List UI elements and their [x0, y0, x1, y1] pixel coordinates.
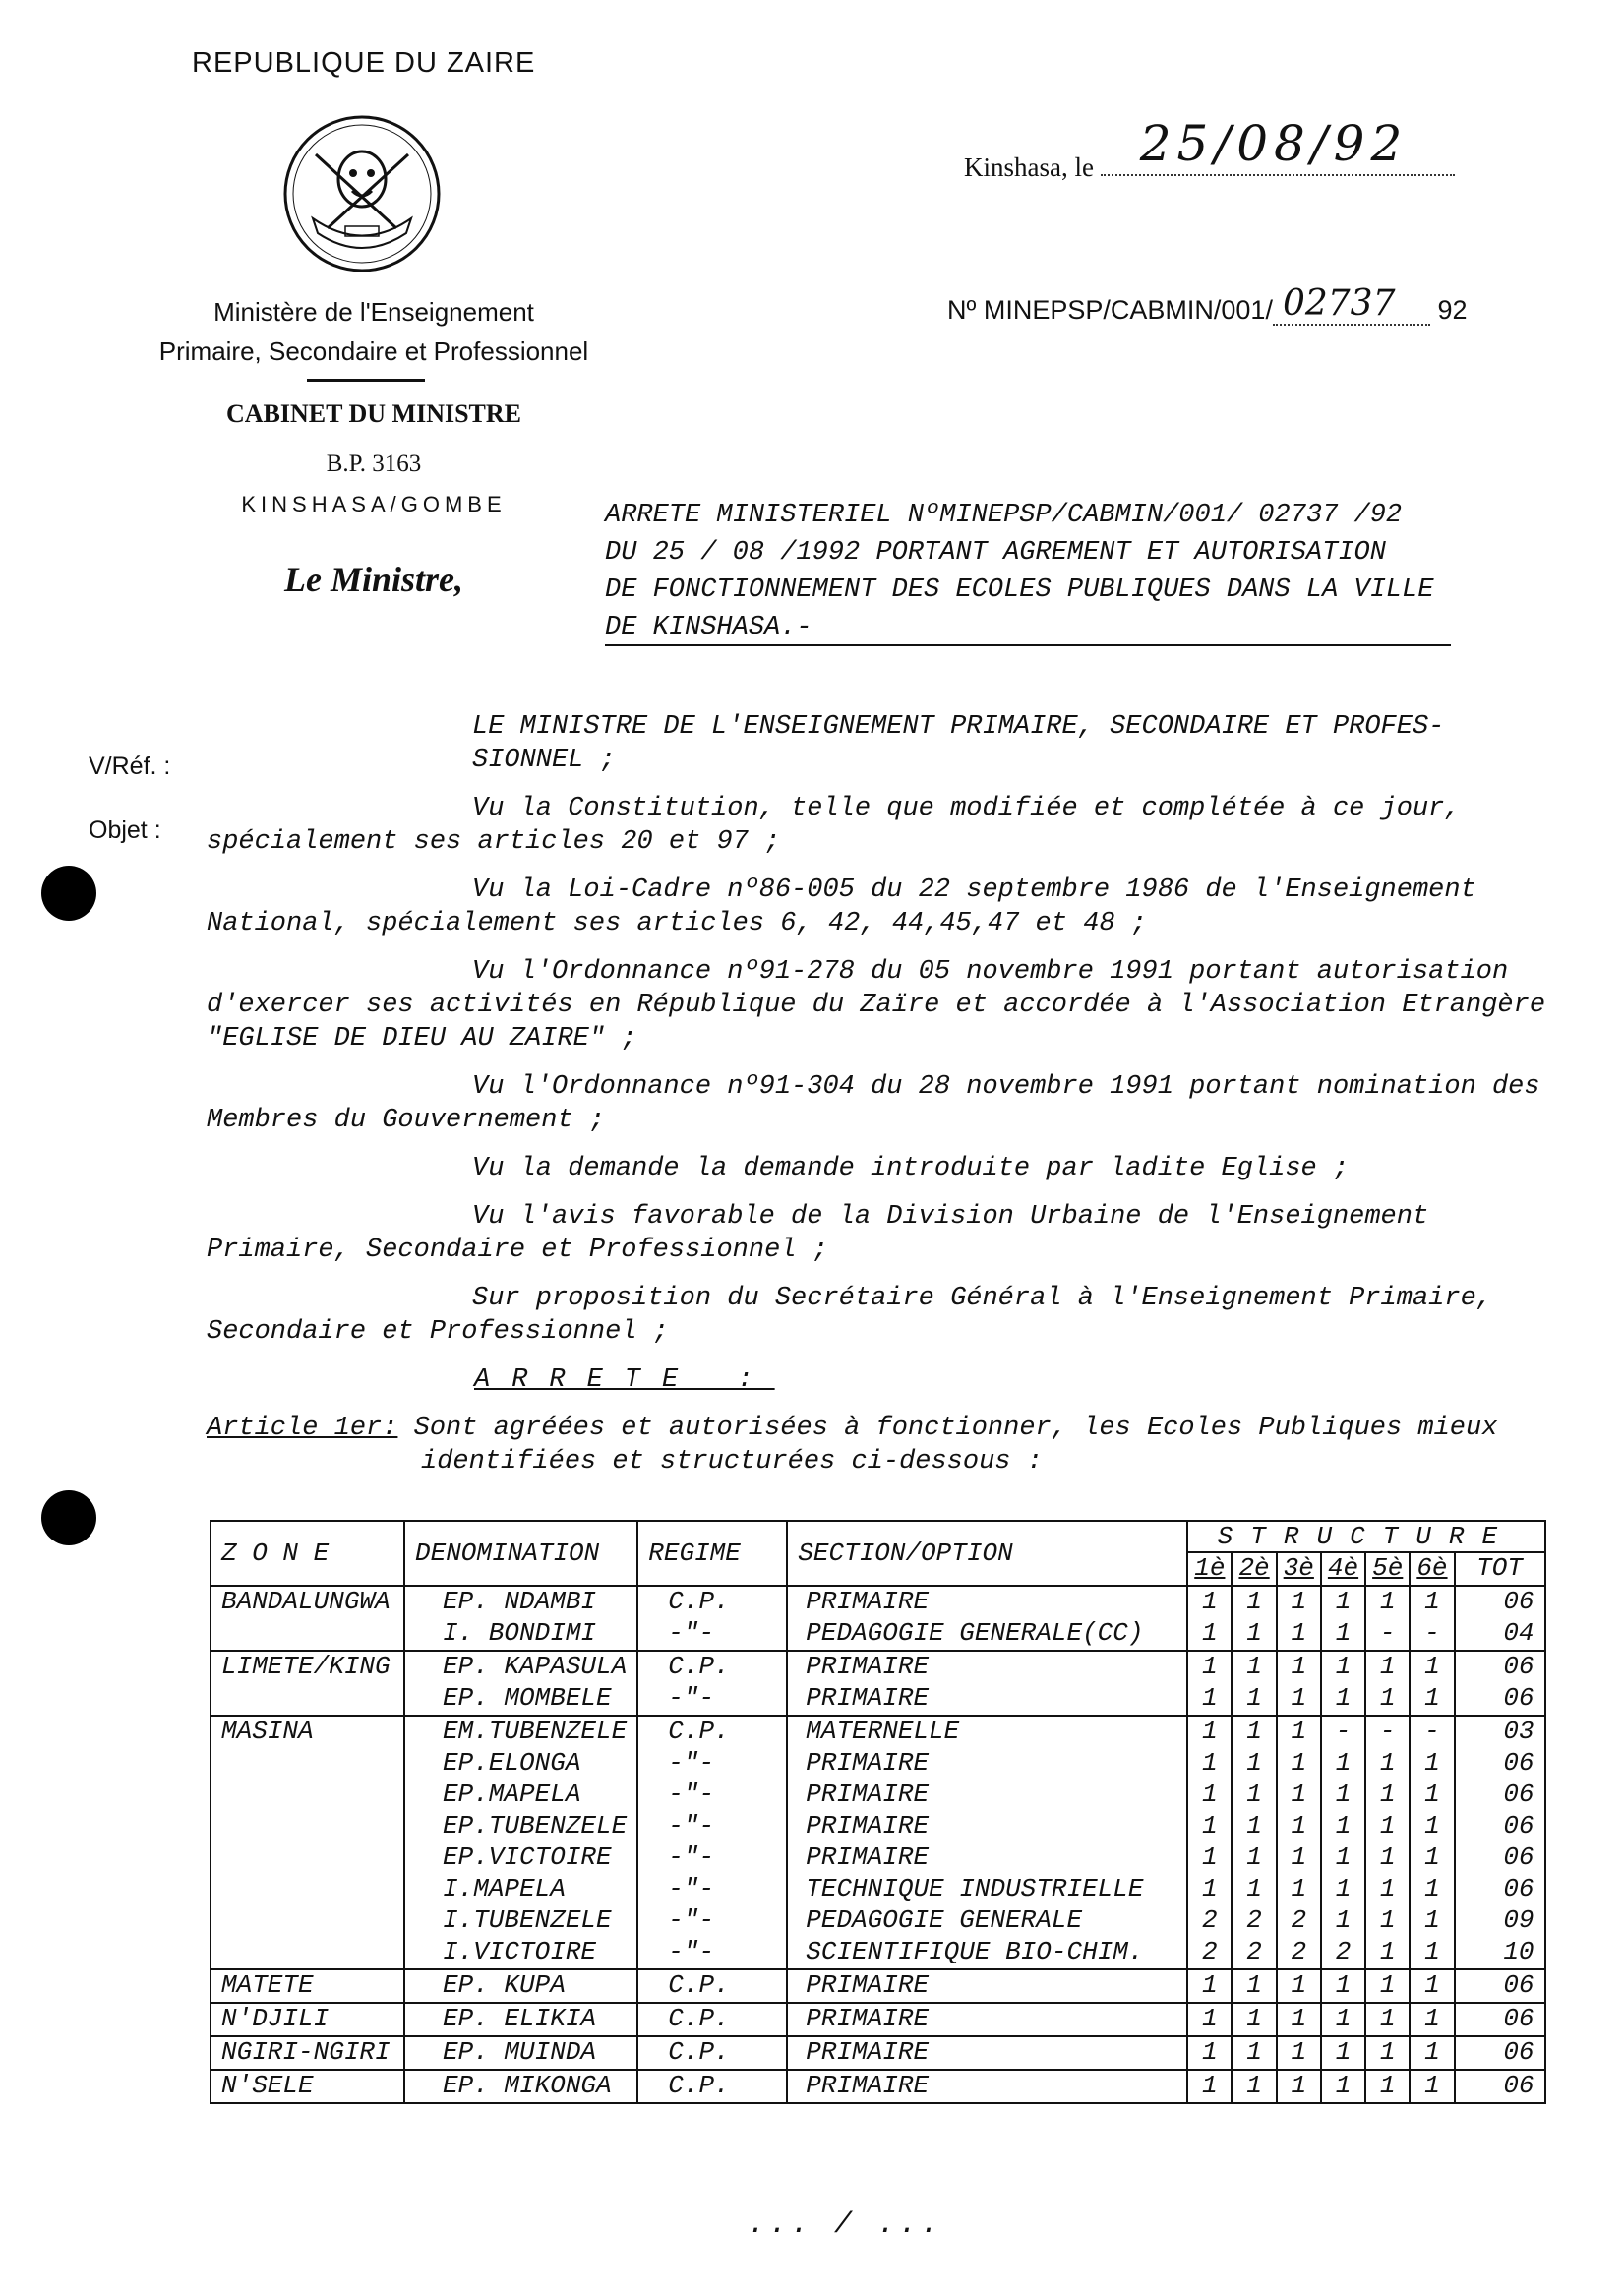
level-cell: 1: [1187, 2070, 1232, 2103]
total-cell: 06: [1455, 1780, 1545, 1811]
subject-label: Objet :: [89, 816, 161, 844]
level-cell: 1: [1321, 1618, 1365, 1651]
zone-cell: N'SELE: [211, 2070, 404, 2103]
header-section: SECTION/OPTION: [787, 1521, 1187, 1586]
minister-line: SIONNEL ;: [472, 746, 616, 775]
reference-number: [947, 283, 1468, 326]
table-row: [211, 1811, 1545, 1842]
recital-line: d'exercer ses activités en République du Zaïre et accordée à l'Association Etrangère: [207, 991, 1546, 1020]
total-cell: 03: [1455, 1716, 1545, 1748]
handwritten-date: 25/08/92: [1139, 115, 1409, 172]
regime-cell: C.P.: [637, 1969, 787, 2003]
section-cell: PEDAGOGIE GENERALE: [787, 1905, 1187, 1937]
level-cell: 1: [1232, 2070, 1276, 2103]
header-level: 6è: [1410, 1552, 1454, 1586]
total-cell: 06: [1455, 2070, 1545, 2103]
zone-cell: MATETE: [211, 1969, 404, 2003]
level-cell: 1: [1232, 1618, 1276, 1651]
zone-cell: [211, 1874, 404, 1905]
denomination-cell: EM.TUBENZELE: [404, 1716, 637, 1748]
regime-cell: -"-: [637, 1842, 787, 1874]
level-cell: 1: [1410, 1969, 1454, 2003]
city-line: KINSHASA/GOMBE: [241, 492, 507, 516]
level-cell: 2: [1277, 1937, 1321, 1969]
level-cell: 1: [1365, 2070, 1410, 2103]
regime-cell: C.P.: [637, 2036, 787, 2070]
section-cell: MATERNELLE: [787, 1716, 1187, 1748]
header-tot: TOT: [1455, 1552, 1545, 1586]
recital-line: "EGLISE DE DIEU AU ZAIRE" ;: [207, 1024, 637, 1054]
total-cell: 06: [1455, 1586, 1545, 1618]
recital-line: Vu la demande la demande introduite par ladite Eglise ;: [472, 1154, 1350, 1183]
level-cell: 2: [1232, 1937, 1276, 1969]
regime-cell: -"-: [637, 1618, 787, 1651]
continuation-mark: ... / ...: [748, 2208, 943, 2242]
regime-cell: C.P.: [637, 2003, 787, 2036]
level-cell: 1: [1321, 1586, 1365, 1618]
level-cell: 1: [1410, 2003, 1454, 2036]
level-cell: 1: [1187, 2036, 1232, 2070]
header-structure: STRUCTURE: [1187, 1521, 1544, 1552]
table-row: [211, 1969, 1545, 2003]
section-cell: PRIMAIRE: [787, 1683, 1187, 1716]
zone-cell: NGIRI-NGIRI: [211, 2036, 404, 2070]
denomination-cell: EP. NDAMBI: [404, 1586, 637, 1618]
section-cell: PRIMAIRE: [787, 1748, 1187, 1780]
level-cell: 1: [1321, 1874, 1365, 1905]
reference-prefix: Nº MINEPSP/CABMIN/001/: [947, 295, 1273, 325]
table-row: [211, 1905, 1545, 1937]
level-cell: 1: [1321, 1811, 1365, 1842]
recital-line: Vu l'Ordonnance nº91-304 du 28 novembre 1991 portant nomination des: [472, 1072, 1540, 1102]
total-cell: 06: [1455, 1748, 1545, 1780]
postal-box: B.P. 3163: [326, 451, 422, 477]
level-cell: 1: [1321, 1683, 1365, 1716]
table-row: [211, 1716, 1545, 1748]
section-cell: PEDAGOGIE GENERALE(CC): [787, 1618, 1187, 1651]
header-regime: REGIME: [637, 1521, 787, 1586]
level-cell: 1: [1232, 2036, 1276, 2070]
denomination-cell: EP.VICTOIRE: [404, 1842, 637, 1874]
level-cell: 1: [1187, 1842, 1232, 1874]
article-1: [207, 1412, 1603, 1479]
level-cell: 1: [1410, 2070, 1454, 2103]
level-cell: 1: [1277, 1811, 1321, 1842]
section-cell: SCIENTIFIQUE BIO-CHIM.: [787, 1937, 1187, 1969]
zone-cell: [211, 1811, 404, 1842]
level-cell: 1: [1277, 1618, 1321, 1651]
level-cell: 1: [1365, 1651, 1410, 1683]
level-cell: 1: [1410, 1937, 1454, 1969]
level-cell: 1: [1321, 1969, 1365, 2003]
level-cell: 1: [1365, 1811, 1410, 1842]
level-cell: 1: [1365, 1937, 1410, 1969]
level-cell: 1: [1277, 1780, 1321, 1811]
punch-hole: [41, 1490, 96, 1545]
level-cell: 1: [1277, 1683, 1321, 1716]
level-cell: 1: [1232, 1874, 1276, 1905]
recital-line: Membres du Gouvernement ;: [207, 1106, 606, 1135]
regime-cell: C.P.: [637, 1651, 787, 1683]
recital-line: Primaire, Secondaire et Professionnel ;: [207, 1236, 828, 1265]
level-cell: 1: [1187, 1586, 1232, 1618]
section-cell: PRIMAIRE: [787, 1811, 1187, 1842]
schools-table: [210, 1520, 1546, 2104]
level-cell: 1: [1187, 2003, 1232, 2036]
level-cell: 1: [1321, 2003, 1365, 2036]
table-row: [211, 1586, 1545, 1618]
regime-cell: -"-: [637, 1874, 787, 1905]
section-cell: PRIMAIRE: [787, 2070, 1187, 2103]
total-cell: 06: [1455, 1969, 1545, 2003]
table-row: [211, 1748, 1545, 1780]
header-level: 1è: [1187, 1552, 1232, 1586]
section-cell: PRIMAIRE: [787, 1969, 1187, 2003]
recital-line: Vu la Constitution, telle que modifiée et complétée à ce jour,: [472, 794, 1461, 823]
table-row: [211, 1780, 1545, 1811]
table-row: [211, 1618, 1545, 1651]
section-cell: PRIMAIRE: [787, 1586, 1187, 1618]
place-label: Kinshasa, le: [964, 152, 1094, 182]
decree-title-line: DE FONCTIONNEMENT DES ECOLES PUBLIQUES DANS LA VILLE: [605, 575, 1434, 605]
table-row: [211, 1937, 1545, 1969]
level-cell: 1: [1410, 2036, 1454, 2070]
level-cell: 1: [1277, 1748, 1321, 1780]
reference-field: [1273, 283, 1430, 326]
article-text: identifiées et structurées ci-dessous :: [421, 1447, 1043, 1477]
ministry-name-line2: Primaire, Secondaire et Professionnel: [158, 336, 589, 366]
level-cell: 2: [1321, 1937, 1365, 1969]
total-cell: 06: [1455, 1683, 1545, 1716]
zone-cell: [211, 1618, 404, 1651]
level-cell: 1: [1365, 1683, 1410, 1716]
level-cell: -: [1410, 1618, 1454, 1651]
level-cell: 1: [1277, 2070, 1321, 2103]
level-cell: 1: [1277, 2036, 1321, 2070]
decree-body: [207, 710, 1603, 1493]
total-cell: 06: [1455, 1651, 1545, 1683]
regime-cell: -"-: [637, 1780, 787, 1811]
level-cell: 1: [1187, 1618, 1232, 1651]
level-cell: 1: [1277, 1651, 1321, 1683]
level-cell: 1: [1277, 1716, 1321, 1748]
denomination-cell: EP. MOMBELE: [404, 1683, 637, 1716]
denomination-cell: EP. KUPA: [404, 1969, 637, 2003]
level-cell: 2: [1187, 1905, 1232, 1937]
level-cell: 1: [1232, 1586, 1276, 1618]
level-cell: 1: [1187, 1969, 1232, 2003]
level-cell: 1: [1410, 1780, 1454, 1811]
zone-cell: N'DJILI: [211, 2003, 404, 2036]
your-reference-label: V/Réf. :: [89, 753, 171, 780]
recital-line: Vu l'Ordonnance nº91-278 du 05 novembre 1991 portant autorisation: [472, 957, 1509, 987]
level-cell: 1: [1232, 1748, 1276, 1780]
level-cell: 2: [1187, 1937, 1232, 1969]
ministry-name-line1: Ministère de l'Enseignement: [213, 297, 534, 327]
article-text: Sont agréées et autorisées à fonctionner, les Ecoles Publiques mieux: [397, 1414, 1498, 1443]
regime-cell: -"-: [637, 1683, 787, 1716]
level-cell: 1: [1410, 1874, 1454, 1905]
zone-cell: [211, 1937, 404, 1969]
header-divider: [307, 379, 425, 382]
level-cell: 1: [1277, 1842, 1321, 1874]
regime-cell: -"-: [637, 1811, 787, 1842]
zone-cell: LIMETE/KING: [211, 1651, 404, 1683]
level-cell: 1: [1232, 1842, 1276, 1874]
section-cell: TECHNIQUE INDUSTRIELLE: [787, 1874, 1187, 1905]
level-cell: 1: [1187, 1683, 1232, 1716]
republic-name: REPUBLIQUE DU ZAIRE: [192, 47, 536, 79]
header-zone: Z O N E: [211, 1521, 404, 1586]
zone-cell: [211, 1748, 404, 1780]
level-cell: 1: [1321, 1748, 1365, 1780]
level-cell: 1: [1187, 1748, 1232, 1780]
header-level: 4è: [1321, 1552, 1365, 1586]
level-cell: 1: [1187, 1780, 1232, 1811]
level-cell: 1: [1321, 1780, 1365, 1811]
recital-line: Vu la Loi-Cadre nº86-005 du 22 septembre 1986 de l'Enseignement: [472, 876, 1476, 905]
header-denomination: DENOMINATION: [404, 1521, 637, 1586]
zone-cell: BANDALUNGWA: [211, 1586, 404, 1618]
level-cell: 1: [1365, 1780, 1410, 1811]
level-cell: 1: [1365, 2003, 1410, 2036]
level-cell: 1: [1187, 1716, 1232, 1748]
section-cell: PRIMAIRE: [787, 1780, 1187, 1811]
level-cell: 1: [1232, 2003, 1276, 2036]
section-cell: PRIMAIRE: [787, 2036, 1187, 2070]
decree-title-line: DE KINSHASA.-: [605, 613, 812, 642]
regime-cell: C.P.: [637, 2070, 787, 2103]
regime-cell: -"-: [637, 1905, 787, 1937]
level-cell: 1: [1410, 1842, 1454, 1874]
regime-cell: C.P.: [637, 1586, 787, 1618]
level-cell: -: [1321, 1716, 1365, 1748]
level-cell: 1: [1277, 1969, 1321, 2003]
level-cell: 1: [1365, 2036, 1410, 2070]
regime-cell: -"-: [637, 1937, 787, 1969]
level-cell: 1: [1232, 1811, 1276, 1842]
denomination-cell: EP.TUBENZELE: [404, 1811, 637, 1842]
minister-line: LE MINISTRE DE L'ENSEIGNEMENT PRIMAIRE, SECONDAIRE ET PROFES-: [472, 712, 1445, 742]
level-cell: 2: [1277, 1905, 1321, 1937]
level-cell: 1: [1410, 1651, 1454, 1683]
regime-cell: -"-: [637, 1748, 787, 1780]
level-cell: 1: [1321, 2036, 1365, 2070]
total-cell: 06: [1455, 2003, 1545, 2036]
level-cell: 1: [1410, 1586, 1454, 1618]
level-cell: -: [1365, 1618, 1410, 1651]
decree-title-line: DU 25 / 08 /1992 PORTANT AGREMENT ET AUTORISATION: [605, 538, 1386, 568]
zone-cell: [211, 1842, 404, 1874]
total-cell: 10: [1455, 1937, 1545, 1969]
article-label: Article 1er:: [207, 1414, 398, 1443]
denomination-cell: EP.MAPELA: [404, 1780, 637, 1811]
regime-cell: C.P.: [637, 1716, 787, 1748]
level-cell: 1: [1410, 1683, 1454, 1716]
date-field: [1101, 115, 1455, 176]
section-cell: PRIMAIRE: [787, 1651, 1187, 1683]
denomination-cell: I. BONDIMI: [404, 1618, 637, 1651]
zone-cell: [211, 1905, 404, 1937]
level-cell: 1: [1365, 1969, 1410, 2003]
total-cell: 06: [1455, 1874, 1545, 1905]
signatory-title: Le Ministre,: [283, 560, 463, 599]
denomination-cell: I.VICTOIRE: [404, 1937, 637, 1969]
punch-hole: [41, 866, 96, 921]
level-cell: 1: [1365, 1586, 1410, 1618]
level-cell: 1: [1410, 1811, 1454, 1842]
level-cell: 1: [1232, 1651, 1276, 1683]
total-cell: 04: [1455, 1618, 1545, 1651]
coat-of-arms-emblem: [278, 110, 446, 277]
level-cell: 2: [1232, 1905, 1276, 1937]
denomination-cell: EP. KAPASULA: [404, 1651, 637, 1683]
level-cell: 1: [1365, 1748, 1410, 1780]
table-row: [211, 2003, 1545, 2036]
recital-line: Sur proposition du Secrétaire Général à l'Enseignement Primaire,: [472, 1284, 1492, 1313]
zone-cell: [211, 1780, 404, 1811]
level-cell: 1: [1187, 1874, 1232, 1905]
recital-line: National, spécialement ses articles 6, 42, 44,45,47 et 48 ;: [207, 909, 1147, 938]
place-and-date: [964, 115, 1455, 183]
level-cell: 1: [1277, 2003, 1321, 2036]
decree-title-underline: [605, 644, 1451, 646]
level-cell: -: [1410, 1716, 1454, 1748]
level-cell: 1: [1365, 1842, 1410, 1874]
table-row: [211, 2070, 1545, 2103]
table-row: [211, 1842, 1545, 1874]
level-cell: 1: [1232, 1716, 1276, 1748]
level-cell: 1: [1321, 1651, 1365, 1683]
zone-cell: MASINA: [211, 1716, 404, 1748]
level-cell: 1: [1232, 1683, 1276, 1716]
level-cell: 1: [1321, 1842, 1365, 1874]
denomination-cell: I.MAPELA: [404, 1874, 637, 1905]
total-cell: 09: [1455, 1905, 1545, 1937]
handwritten-reference: 02737: [1282, 283, 1396, 324]
level-cell: 1: [1321, 2070, 1365, 2103]
level-cell: 1: [1365, 1905, 1410, 1937]
total-cell: 06: [1455, 2036, 1545, 2070]
level-cell: 1: [1232, 1780, 1276, 1811]
zone-cell: [211, 1683, 404, 1716]
denomination-cell: I.TUBENZELE: [404, 1905, 637, 1937]
section-cell: PRIMAIRE: [787, 1842, 1187, 1874]
level-cell: 1: [1277, 1874, 1321, 1905]
recital-line: Secondaire et Professionnel ;: [207, 1317, 669, 1347]
arrete-heading: ARRETE :: [474, 1365, 775, 1395]
level-cell: 1: [1410, 1905, 1454, 1937]
total-cell: 06: [1455, 1842, 1545, 1874]
recital-line: Vu l'avis favorable de la Division Urbaine de l'Enseignement: [472, 1202, 1429, 1232]
table-row: [211, 2036, 1545, 2070]
denomination-cell: EP. MUINDA: [404, 2036, 637, 2070]
total-cell: 06: [1455, 1811, 1545, 1842]
denomination-cell: EP.ELONGA: [404, 1748, 637, 1780]
schools-table-body: [211, 1586, 1545, 2103]
level-cell: 1: [1232, 1969, 1276, 2003]
level-cell: 1: [1321, 1905, 1365, 1937]
level-cell: -: [1365, 1716, 1410, 1748]
level-cell: 1: [1365, 1874, 1410, 1905]
decree-title-line: ARRETE MINISTERIEL NºMINEPSP/CABMIN/001/ 02737 /92: [605, 501, 1403, 530]
denomination-cell: EP. MIKONGA: [404, 2070, 637, 2103]
table-row: [211, 1874, 1545, 1905]
section-cell: PRIMAIRE: [787, 2003, 1187, 2036]
denomination-cell: EP. ELIKIA: [404, 2003, 637, 2036]
level-cell: 1: [1187, 1811, 1232, 1842]
level-cell: 1: [1277, 1586, 1321, 1618]
table-row: [211, 1683, 1545, 1716]
level-cell: 1: [1187, 1651, 1232, 1683]
header-level: 5è: [1365, 1552, 1410, 1586]
header-level: 3è: [1277, 1552, 1321, 1586]
cabinet-title: CABINET DU MINISTRE: [225, 399, 522, 428]
header-level: 2è: [1232, 1552, 1276, 1586]
decree-title: [605, 497, 1434, 646]
recital-line: spécialement ses articles 20 et 97 ;: [207, 827, 781, 857]
reference-suffix: 92: [1437, 295, 1468, 325]
level-cell: 1: [1410, 1748, 1454, 1780]
table-row: [211, 1651, 1545, 1683]
